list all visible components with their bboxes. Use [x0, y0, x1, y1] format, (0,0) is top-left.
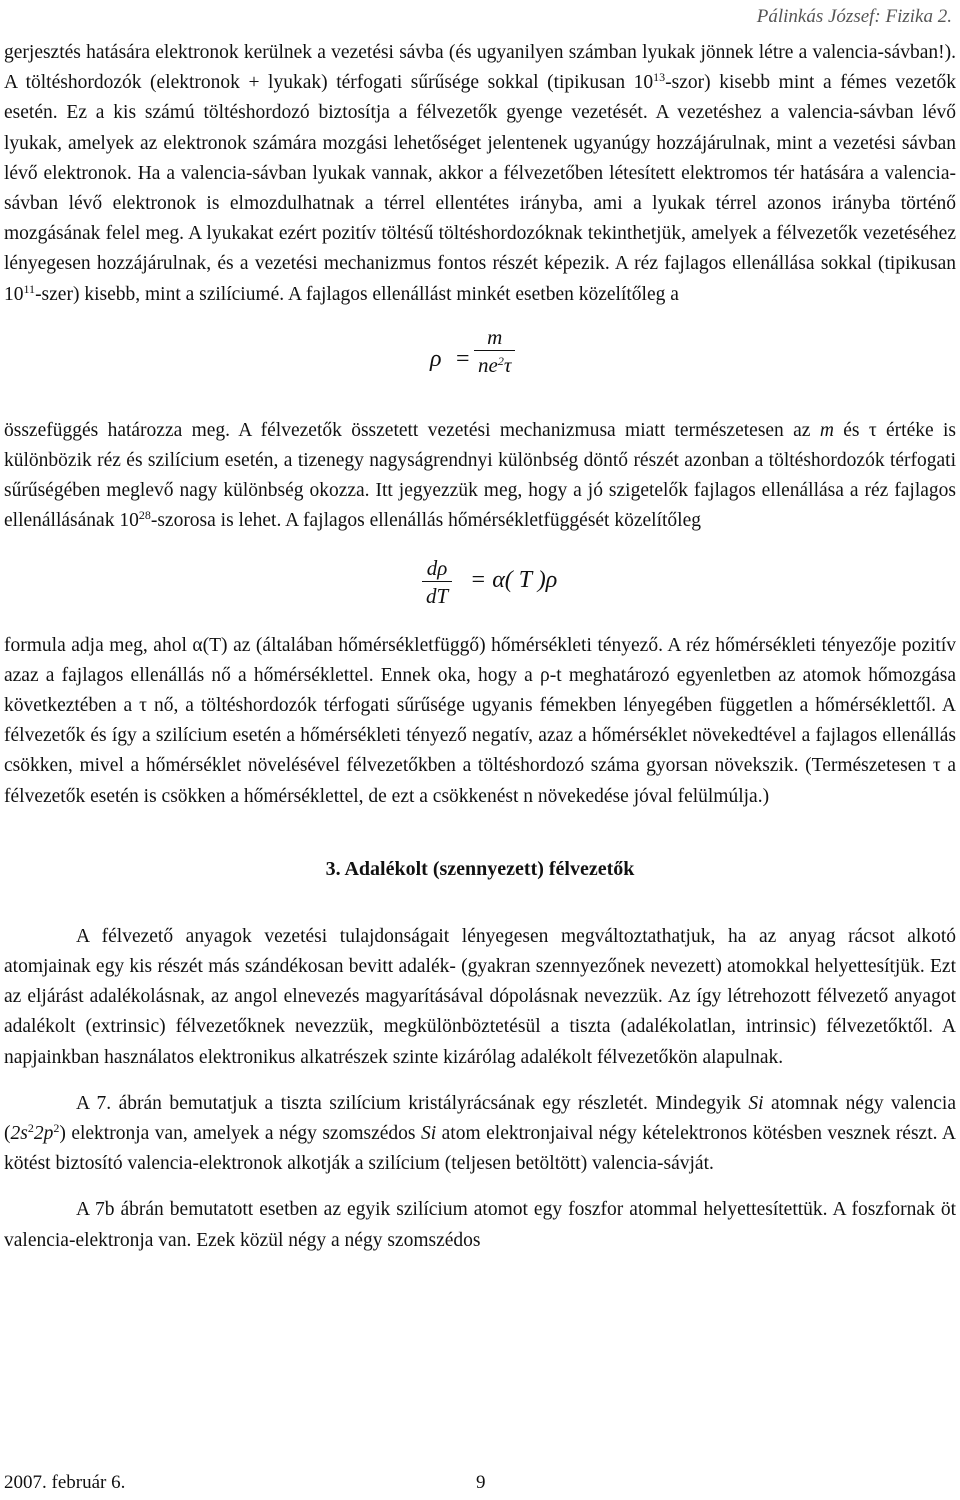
paragraph-gap — [4, 1073, 956, 1089]
resistivity-equation — [4, 310, 956, 416]
footer-date: 2007. február 6. — [4, 1472, 126, 1493]
page-footer — [4, 1472, 486, 1494]
p2-text-c: -szorosa is lehet. A fajlagos ellenállás hőmérsékletfüggését közelítőleg — [150, 510, 701, 532]
paragraph-gap-2 — [4, 1179, 956, 1195]
fraction-denominator — [474, 350, 515, 379]
paragraph-6: A 7b ábrán bemutatott esetben az egyik szilícium atomot egy foszfor atommal helyettesítettük. A foszfornak öt valencia-elektronja van. Ezek közül négy a négy szomszédos — [4, 1199, 956, 1251]
p2-text-b: és τ értéke is különbözik réz és szilícium esetén, a tizenegy nagyságrendnyi különbség döntő részét azonban a töltéshordozók térfogati sűrűségében meglevő nagy különbség okozza. Itt jegyezzük meg, hogy a jó szigetelők fajlagos ellenállása a réz fajlagos ellenállásának 10 — [4, 419, 956, 532]
denominator-exponent: 2 — [497, 353, 504, 368]
p2-text-a: összefüggés határozza meg. A félvezetők összetett vezetési mechanizmusa miatt természetesen az — [4, 419, 820, 441]
paragraph-4: A félvezető anyagok vezetési tulajdonságait lényegesen megváltoztathatjuk, ha az anyag rácsot alkotó atomjainak egy kis részét más szándékosan bevitt adalék- (gyakran szennyezőnek nevezett) atomokkal helyettesítjük. Ezt az eljárást adalékolásnak, az angol elnevezés magyarításával dópolásnak nevezzük. Az így létrehozott félvezető anyagot adalékolt (extrinsic) félvezetőknek nevezzük, megkülönböztetésül a tiszta (adalékolatlan, intrinsic) félvezetőktől. A napjainkban használatos elektronikus alkatrészek szinte kizárólag adalékolt félvezetőkön alapulnak. — [4, 925, 956, 1068]
derivative-rhs: = α( T )ρ — [470, 566, 558, 593]
paragraph-1 — [4, 38, 956, 310]
p5-si-symbol-1: Si — [748, 1092, 764, 1114]
derivative-numerator: dρ — [426, 555, 448, 580]
page-number: 9 — [476, 1472, 486, 1493]
p5-config-2s: 2s — [10, 1123, 28, 1145]
paragraph-3 — [4, 631, 956, 812]
p2-m-symbol: m — [819, 419, 834, 441]
p5-text-d: atom elektronjaival négy kételektronos kötésben vesznek részt. A kötést biztosító valencia-elektronok alkotják a szilícium (teljesen betöltött) valencia-sávját. — [4, 1123, 956, 1175]
p5-text-a: A 7. ábrán bemutatjuk a tiszta szilícium kristályrácsának egy részletét. Mindegyik — [76, 1092, 749, 1114]
p1-text-a: gerjesztés hatására elektronok kerülnek a vezetési sávba (és ugyanilyen számban lyukak jönnek létre a valencia-sávban!). A töltéshordozók (elektronok + lyukak) térfogati sűrűsége sokkal (tipikusan 10 — [4, 42, 956, 94]
resistivity-fraction — [474, 324, 515, 379]
p3-text-a: formula adja meg, ahol — [4, 634, 193, 656]
p1-text-c: -szer) kisebb, mint a szilíciumé. A fajlagos ellenállást minkét esetben közelítőleg a — [35, 283, 679, 305]
denominator-ne: ne — [478, 352, 498, 377]
section-spacer-top — [4, 812, 956, 854]
page-body — [4, 38, 956, 1256]
p1-superscript-11: 11 — [23, 281, 36, 296]
p3-alpha-symbol: α(T) — [192, 634, 228, 656]
derivative-fraction — [422, 555, 452, 610]
paragraph-5 — [4, 1089, 956, 1180]
equals-sign: = — [456, 345, 470, 372]
p1-text-b: -szor) kisebb mint a fémes vezetők esetén. Ez a kis számú töltéshordozó biztosítja a félvezetők gyenge vezetését. A vezetéshez a valencia-sávban lévő lyukak, amelyek az elektronok számára mozgási lehetőséget jelentenek ugyanúgy hozzájárulnak, mint a vezetési sávban lévő elektronok. Ha a valencia-sávban lyukak vannak, akkor a félvezetőben létesített elektromos tér hatására a valencia-sávban lévő elektronok is elmozdulhatnak a térrel ellentétes irányba, ami a lyukak térrel azonos irányba történő mozgásának felel meg. A lyukakat ezért pozitív töltésű töltéshordozóknak tekinthetjük, amelyek a félvezetők vezetéséhez lényegesen hozzájárulnak, és a vezetési mechanizmus fontos részét képezik. A réz fajlagos ellenállása sokkal (tipikusan 10 — [4, 72, 956, 305]
temperature-dependence-equation — [4, 537, 956, 631]
p5-config-2p: 2p — [33, 1123, 54, 1145]
paragraph-2 — [4, 416, 956, 537]
fraction-numerator: m — [487, 324, 503, 349]
section-heading: 3. Adalékolt (szennyezett) félvezetők — [325, 857, 635, 880]
p5-text-c: ) elektronja van, amelyek a négy szomszédos — [59, 1123, 421, 1145]
p5-config-2s-exp: 2 — [27, 1121, 34, 1136]
p3-text-b: az (általában hőmérsékletfüggő) hőmérsékleti tényező. A réz hőmérsékleti tényezője pozitív azaz a fajlagos ellenállás nő a hőmérséklettel. Ennek oka, hogy a ρ-t meghatározó egyenletben az atomok hőmozgása következtében a τ nő, a töltéshordozók térfogati sűrűsége ugyanis fémekben lényegében független a hőmérséklettől. A félvezetők és így a szilícium esetén a hőmérsékleti tényező negatív, azaz a hőmérséklet növekedtével a fajlagos ellenállás csökken, mivel a hőmérséklet növelésével félvezetőkben a töltéshordozó száma gyorsan növekszik. (Természetesen τ a félvezetők esetén is csökken a hőmérséklettel, de ezt a csökkenést n növekedése jóval felülmúlja.) — [4, 634, 956, 807]
running-header: Pálinkás József: Fizika 2. — [756, 6, 952, 27]
derivative-denominator: dT — [422, 581, 452, 610]
p2-superscript-28: 28 — [138, 508, 151, 523]
section-spacer-bottom — [4, 884, 956, 922]
p5-config-2p-exp: 2 — [53, 1121, 60, 1136]
p1-superscript-13: 13 — [653, 70, 666, 85]
p5-si-symbol-2: Si — [420, 1123, 437, 1145]
denominator-tau: τ — [503, 352, 512, 377]
rho-symbol: ρ — [430, 345, 442, 372]
p5-text-b: atomnak négy valencia ( — [4, 1092, 956, 1145]
